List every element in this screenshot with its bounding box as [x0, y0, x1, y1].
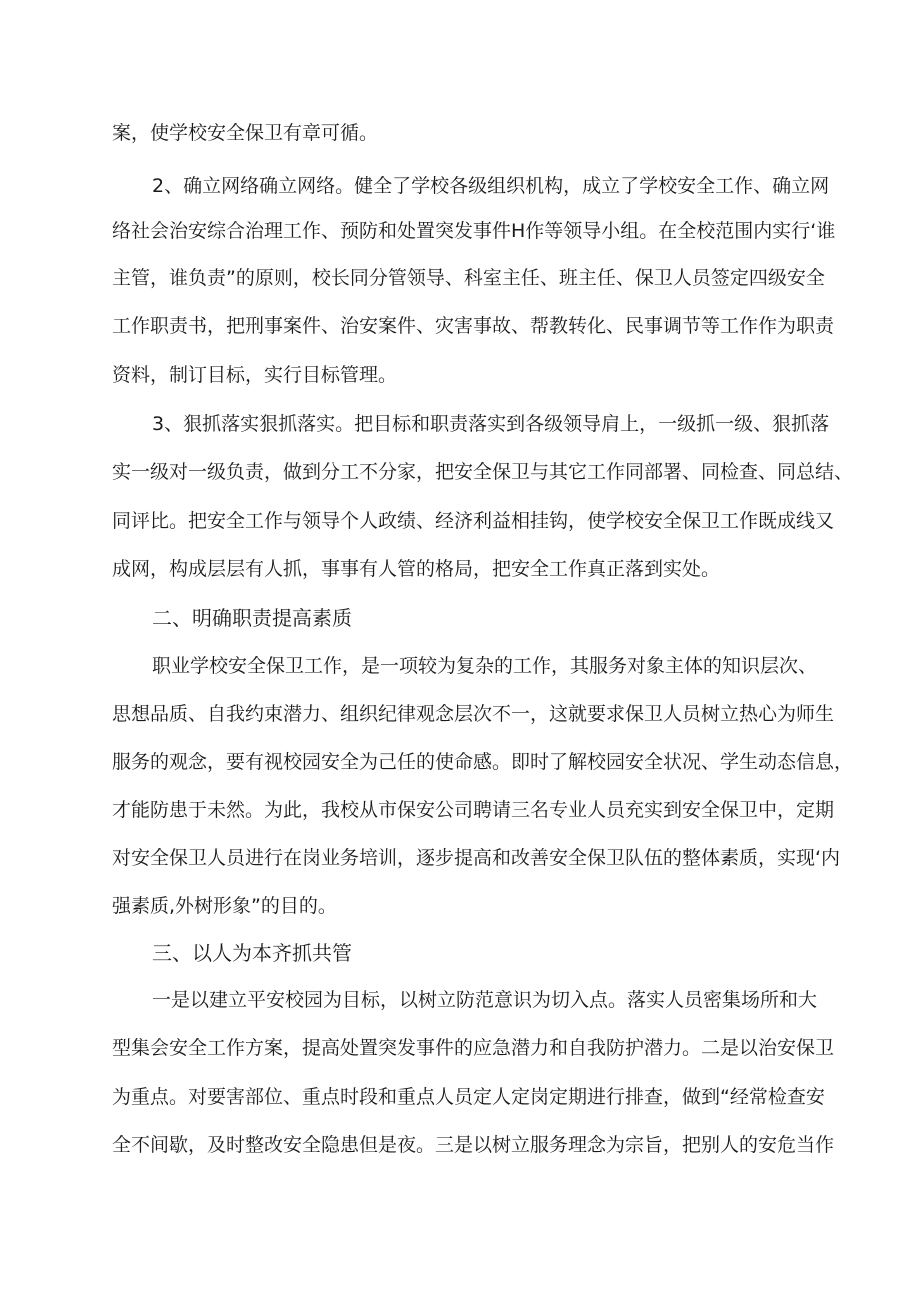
text-line: 职业学校安全保卫工作，是一项较为复杂的工作，其服务对象主体的知识层次、 — [152, 655, 818, 677]
text-line: 2、确立网络确立网络。健全了学校各级组织机构，成立了学校安全工作、确立网 — [152, 175, 830, 197]
text-line: 一是以建立平安校园为目标，以树立防范意识为切入点。落实人员密集场所和大 — [152, 989, 818, 1011]
text-line: 主管，谁负责”的原则，校长同分管领导、科室主任、班主任、保卫人员签定四级安全 — [112, 267, 825, 289]
text-line: 3、狠抓落实狠抓落实。把目标和职责落实到各级领导肩上，一级抓一级、狠抓落 — [152, 413, 830, 435]
text-line: 络社会治安综合治理工作、预防和处置突发事件H作等领导小组。在全校范围内实行‘谁 — [112, 220, 836, 242]
text-line: 工作职责书，把刑事案件、治安案件、灾害事故、帮教转化、民事调节等工作作为职责 — [112, 315, 835, 337]
text-line: 为重点。对要害部位、重点时段和重点人员定人定岗定期进行排查，做到“经常检查安 — [112, 1086, 825, 1108]
text-line: 服务的观念，要有视校园安全为己任的使命感。即时了解校园安全状况、学生动态信息， — [112, 751, 854, 773]
text-line: 型集会安全工作方案，提高处置突发事件的应急潜力和自我防护潜力。二是以治安保卫 — [112, 1037, 835, 1059]
text-line: 案，使学校安全保卫有章可循。 — [112, 122, 379, 144]
section-heading: 二、明确职责提高素质 — [152, 606, 352, 630]
text-line: 同评比。把安全工作与领导个人政绩、经济利益相挂钩，使学校安全保卫工作既成线又 — [112, 510, 835, 532]
text-line: 全不间歇，及时整改安全隐患但是夜。三是以树立服务理念为宗旨，把别人的安危当作 — [112, 1134, 835, 1156]
text-line: 思想品质、自我约束潜力、组织纪律观念层次不一，这就要求保卫人员树立热心为师生 — [112, 703, 835, 725]
text-line: 强素质,外树形象”的目的。 — [112, 895, 337, 917]
text-line: 成网，构成层层有人抓，事事有人管的格局，把安全工作真正落到实处。 — [112, 558, 721, 580]
text-line: 才能防患于未然。为此，我校从市保安公司聘请三名专业人员充实到安全保卫中，定期 — [112, 799, 835, 821]
text-line: 资料，制订目标，实行目标管理。 — [112, 364, 398, 386]
text-line: 实一级对一级负责，做到分工不分家，把安全保卫与其它工作同部署、同检查、同总结、 — [112, 461, 854, 483]
text-line: 对安全保卫人员进行在岗业务培训，逐步提高和改善安全保卫队伍的整体素质，实现‘内 — [112, 847, 841, 869]
section-heading: 三、以人为本齐抓共管 — [152, 941, 352, 965]
